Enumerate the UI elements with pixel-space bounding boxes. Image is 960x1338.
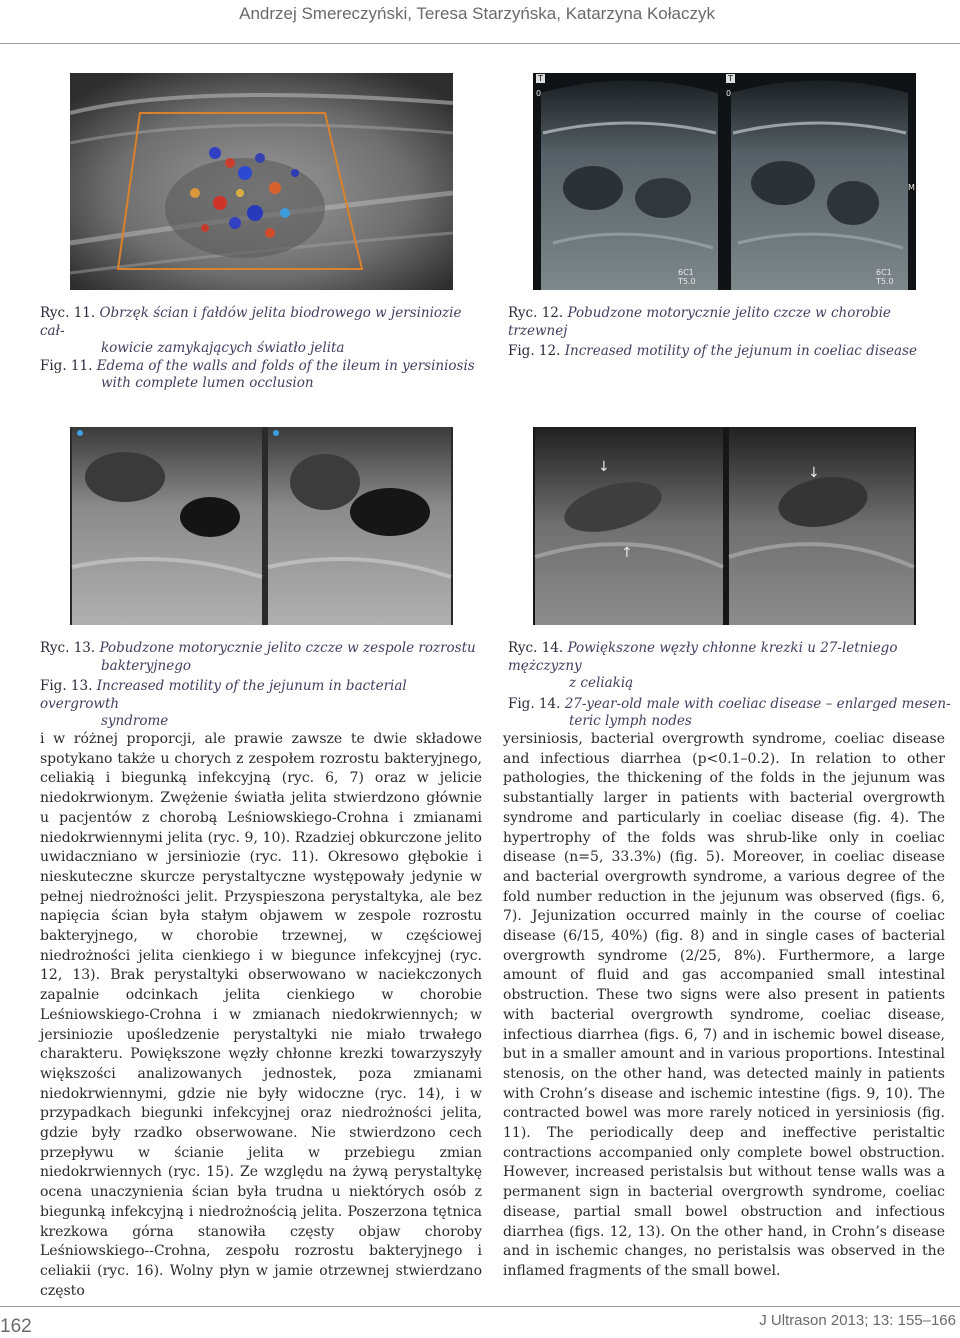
figure-13-caption (40, 640, 480, 731)
figure-14-caption (508, 640, 953, 731)
fig12-marker-right: T (728, 74, 733, 83)
header-rule (0, 43, 960, 44)
header-authors: Andrzej Smereczyński, Teresa Starzyńska, Katarzyna Kołaczyk (239, 4, 715, 23)
fig13-text-pl-2: bakteryjnego (101, 657, 192, 674)
figure-12-caption (508, 305, 953, 361)
fig14-text-en-1: 27-year-old male with coeliac disease – enlarged mesen- (564, 695, 951, 712)
journal-citation: J Ultrason 2013; 13: 155–166 (759, 1312, 956, 1329)
figure-11-caption (40, 305, 480, 393)
fig11-label-pl: Ryc. 11. (40, 305, 96, 321)
fig11-text-en-1: Edema of the walls and folds of the ileum in yersiniosis (96, 357, 475, 374)
figure-11-image (70, 73, 453, 290)
fig12-depth-left: 0 (536, 89, 542, 98)
page-number: 162 (0, 1316, 32, 1337)
fig14-text-pl-2: z celiakią (569, 675, 634, 691)
fig12-param-right: 6C1 T5.0 (876, 268, 894, 286)
fig14-text-en-2: teric lymph nodes (569, 713, 692, 729)
figure-11-ultrasound (70, 73, 453, 290)
fig14-label-pl: Ryc. 14. (508, 640, 564, 656)
fig14-arrow-up: ↑ (621, 545, 633, 561)
fig13-text-en-2: syndrome (101, 713, 169, 729)
running-header (0, 0, 960, 44)
figure-13-ultrasound (70, 427, 453, 625)
fig12-text-en: Increased motility of the jejunum in coeliac disease (564, 343, 917, 359)
fig11-label-en: Fig. 11. (40, 357, 93, 374)
fig11-text-en-2: with complete lumen occlusion (101, 375, 314, 391)
fig11-text-pl-1: Obrzęk ścian i fałdów jelita biodrowego w jersiniozie cał- (40, 305, 462, 339)
fig13-label-pl: Ryc. 13. (40, 640, 96, 656)
footer-rule (0, 1306, 960, 1307)
fig12-text-pl: Pobudzone motorycznie jelito czcze w chorobie trzewnej (508, 305, 891, 339)
fig13-text-en-1: Increased motility of the jejunum in bacterial overgrowth (40, 678, 407, 712)
fig13-text-pl-1: Pobudzone motorycznie jelito czcze w zespole rozrostu (99, 640, 476, 656)
fig12-label-en: Fig. 12. (508, 343, 561, 359)
fig14-arrow-down-2: ↓ (808, 465, 820, 481)
figure-13-image (70, 427, 453, 625)
figure-12-image (533, 73, 916, 290)
figure-12-ultrasound (533, 73, 916, 290)
fig12-marker-left: T (538, 74, 543, 83)
figure-14-image (533, 427, 916, 625)
fig11-text-pl-2: kowicie zamykających światło jelita (101, 340, 345, 356)
fig14-arrow-down-1: ↓ (598, 459, 610, 475)
fig14-text-pl-1: Powiększone węzły chłonne krezki u 27-letniego mężczyzny (508, 640, 898, 674)
fig13-label-en: Fig. 13. (40, 678, 93, 694)
fig12-depth-right: 0 (726, 89, 732, 98)
fig12-label-pl: Ryc. 12. (508, 305, 564, 321)
fig14-label-en: Fig. 14. (508, 695, 561, 712)
body-text-english: yersiniosis, bacterial overgrowth syndrome, coeliac disease and infectious diarrhea (p<0.1–0.2). In relation to other pathologies, the thickening of the folds in the jejunum was substantially larger in patients with bacterial overgrowth syndrome and particularly in coeliac disease (fig. 4). The hypertrophy of the folds was shrub-like only in coeliac disease (n=5, 33.3%) (fig. 5). Moreover, in coeliac disease and bacterial overgrowth syndrome, a various degree of the fold number reduction in the jejunum was observed (figs. 6, 7). Jejunization occurred mainly in the course of coeliac disease (6/15, 40%) (fig. 8) and in single cases of bacterial overgrowth syndrome (2/25, 8%). Furthermore, a large amount of fluid and gas accompanied small intestinal obstruction. These two signs were also present in patients with bacterial overgrowth syndrome, coeliac disease, infectious diarrhea (figs. 6, 7) and in ischemic bowel disease, but in a smaller amount and in various proportions. Intestinal stenosis, on the other hand, was detected mainly in patients with Crohn’s disease and ischemic intestine (figs. 9, 10). The contracted bowel was more rarely noticed in yersiniosis (fig. 11). The periodically deep and ineffective peristaltic contractions accompanied only complete bowel obstruction. However, increased peristalsis but without tense walls was a permanent sign in bacterial overgrowth syndrome, coeliac disease, partial small bowel obstruction and infectious diarrhea (figs. 12, 13). On the other hand, in Crohn’s disease and in ischemic changes, no peristalsis was observed in the inflamed fragments of the small bowel. (503, 731, 945, 1279)
fig12-param-left: 6C1 T5.0 (678, 268, 696, 286)
fig12-side-mark: M (908, 183, 915, 192)
body-text-polish: i w różnej proporcji, ale prawie zawsze te dwie składowe spotykano także u chorych z zespołem rozrostu bakteryjnego, celiakią i biegunką infekcyjną (ryc. 6, 7) oraz w jelicie niedokrwionym. Zwężenie światła jelita stwierdzono głównie u pacjentów z chorobą Leśniowskiego-Crohna i zmianami niedokrwiennymi jelita (ryc. 9, 10). Rzadziej obkurczone jelito uwidaczniano w jersiniozie (ryc. 11). Okresowo głębokie i nieskuteczne skurcze perystaltyczne występowały jedynie w pełnej niedrożności jelit. Przyspieszona perystaltyka, ale bez napięcia ścian była stałym objawem w zespole rozrostu bakteryjnego, w chorobie trzewnej, w częściowej niedrożności jelita cienkiego i w biegunce infekcyjnej (ryc. 12, 13). Brak perystaltyki obserwowano w naciekczonych zapalnie odcinkach jelita cienkiego w chorobie Leśniowskiego-Crohna i w zmianach niedokrwiennych; w jersiniozie upośledzenie perystaltyki nie miało trwałego charakteru. Powiększone węzły chłonne krezki towarzyszyły większości analizowanych jednostek, poza zmianami niedokrwiennymi, gdzie nie były widoczne (ryc. 14), i w przypadkach biegunki infekcyjnej oraz niedrożności jelita, gdzie były rzadko obserwowane. Nie stwierdzono cech przepływu w ścianie jelita w przebiegu zmian niedokrwiennych (ryc. 15). Ze względu na żywą perystaltykę ocena unaczynienia ścian była trudna u niektórych osób z biegunką infekcyjną i niedrożnością jelita. Poszerzona tętnica krezkowa górna stanowiła częsty objaw choroby Leśniowskiego--Crohna, zespołu rozrostu bakteryjnego i celiakii (ryc. 16). Wolny płyn w jamie otrzewnej stwierdzano często (40, 731, 482, 1299)
figure-14-ultrasound (533, 427, 916, 625)
